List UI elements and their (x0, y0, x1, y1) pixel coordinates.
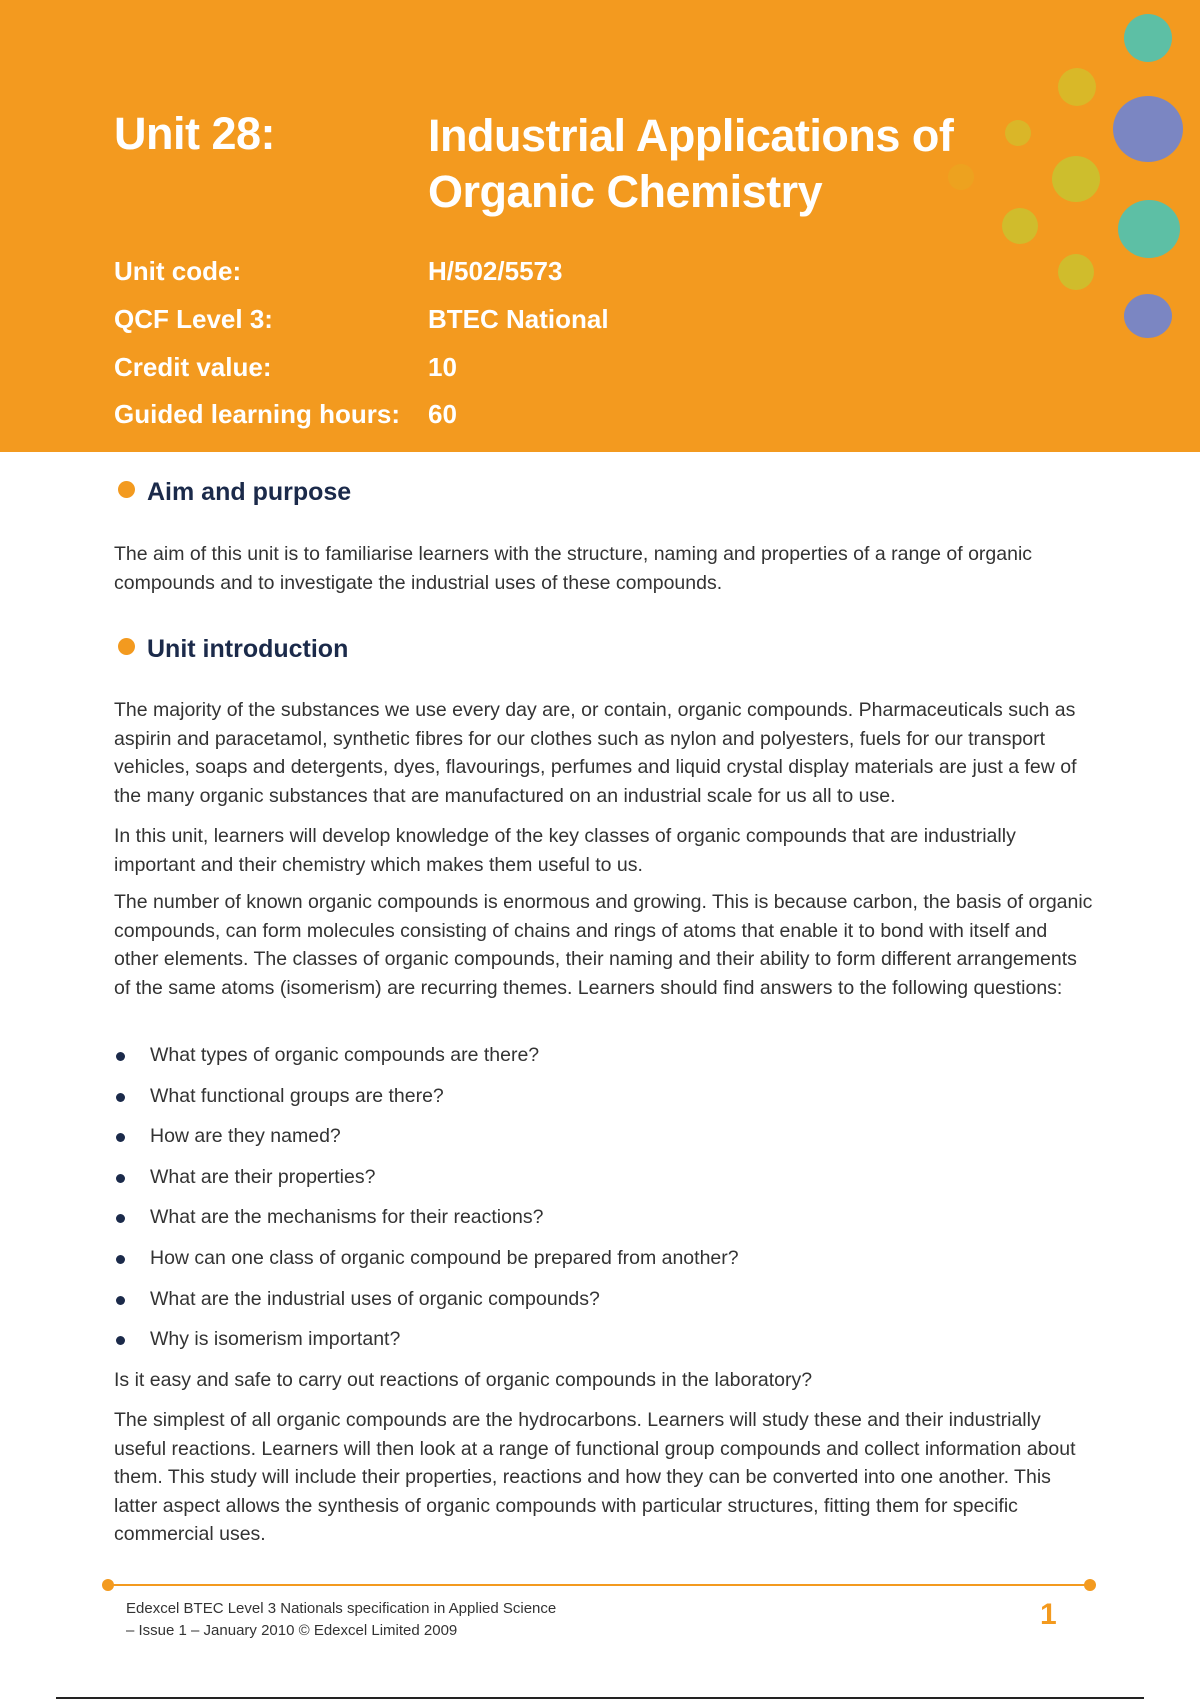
bullet-icon (116, 1133, 125, 1142)
decorative-circle (1124, 294, 1172, 338)
bullet-icon (116, 1296, 125, 1305)
decorative-circle (1005, 120, 1031, 146)
list-item (114, 1121, 1094, 1162)
list-item (114, 1202, 1094, 1243)
decorative-circle (1058, 254, 1094, 290)
intro-paragraph-4: Is it easy and safe to carry out reactions of organic compounds in the laboratory? (114, 1369, 813, 1391)
decorative-circle (1058, 68, 1096, 106)
list-item (114, 1324, 1094, 1365)
list-item (114, 1040, 1094, 1081)
list-item-text: What are the mechanisms for their reactions? (150, 1206, 544, 1229)
list-item (114, 1081, 1094, 1122)
footer-line-2: – Issue 1 – January 2010 © Edexcel Limited 2009 (126, 1622, 458, 1639)
decorative-circle (1124, 14, 1172, 62)
meta-value: BTEC National (428, 304, 609, 334)
meta-label: Unit code: (114, 256, 242, 286)
bottom-rule (56, 1697, 1144, 1699)
intro-paragraph-5: The simplest of all organic compounds are the hydrocarbons. Learners will study these and their industrially useful reactions. Learners will then look at a range of functional group compounds and collect information about them. This study will include their properties, reactions and how they can be converted into one another. This latter aspect allows the synthesis of organic compounds with particular structures, fitting them for specific commercial uses. (114, 1409, 1076, 1545)
footer-line-1: Edexcel BTEC Level 3 Nationals specification in Applied Science (126, 1600, 557, 1617)
meta-value: H/502/5573 (428, 256, 563, 286)
intro-heading-text: Unit introduction (147, 635, 349, 663)
bullet-icon (116, 1174, 125, 1183)
meta-value: 10 (428, 352, 457, 382)
list-item (114, 1284, 1094, 1325)
unit-title (428, 108, 1028, 220)
bullet-icon (116, 1255, 125, 1264)
meta-value: 60 (428, 399, 457, 429)
bullet-icon (116, 1336, 125, 1345)
heading-bullet-icon (118, 638, 135, 655)
meta-label: QCF Level 3: (114, 304, 273, 334)
decorative-circle (1002, 208, 1038, 244)
bullet-icon (116, 1214, 125, 1223)
unit-title-line-1: Industrial Applications of (428, 110, 954, 161)
intro-paragraph-2: In this unit, learners will develop knowledge of the key classes of organic compounds that are industrially important and their chemistry which makes them useful to us. (114, 825, 1016, 876)
unit-title-line-2: Organic Chemistry (428, 166, 823, 217)
footer-dot-right (1084, 1579, 1096, 1591)
decorative-circle (948, 164, 974, 190)
bullet-icon (116, 1093, 125, 1102)
aim-heading (118, 478, 351, 507)
heading-bullet-icon (118, 481, 135, 498)
list-item-text: What are the industrial uses of organic compounds? (150, 1287, 600, 1310)
intro-paragraph-3: The number of known organic compounds is enormous and growing. This is because carbon, the basis of organic compounds, can form molecules consisting of chains and rings of atoms that enable it to bond with itself and other elements. The classes of organic compounds, their naming and their ability to form different arrangements of the same atoms (isomerism) are recurring themes. Learners should find answers to the following questions: (114, 891, 1093, 999)
page-number: 1 (1040, 1598, 1057, 1631)
intro-paragraph-1: The majority of the substances we use every day are, or contain, organic compounds. Pharmaceuticals such as aspirin and paracetamol, synthetic fibres for our clothes such as nylon and polyesters, fuels for our transport vehicles, soaps and detergents, dyes, flavourings, perfumes and liquid crystal display materials are just a few of the many organic substances that are manufactured on an industrial scale for us all to use. (114, 699, 1077, 807)
list-item-text: How are they named? (150, 1125, 341, 1148)
questions-list (114, 1040, 1094, 1365)
list-item-text: How can one class of organic compound be prepared from another? (150, 1246, 739, 1269)
list-item-text: What types of organic compounds are there? (150, 1044, 540, 1066)
intro-heading (118, 635, 348, 664)
meta-label: Guided learning hours: (114, 399, 401, 429)
aim-heading-text: Aim and purpose (147, 478, 352, 506)
decorative-circle (1118, 200, 1180, 258)
decorative-circle (1113, 96, 1183, 162)
decorative-circle (1052, 156, 1100, 202)
aim-text: The aim of this unit is to familiarise learners with the structure, naming and properties of a range of organic compounds and to investigate the industrial uses of these compounds. (114, 543, 1033, 594)
unit-number: Unit 28: (114, 108, 276, 159)
meta-label: Credit value: (114, 352, 272, 382)
footer-citation (126, 1598, 556, 1642)
list-item-text: Why is isomerism important? (150, 1328, 401, 1351)
bullet-icon (116, 1052, 125, 1061)
list-item (114, 1162, 1094, 1203)
list-item (114, 1243, 1094, 1284)
footer-divider (108, 1584, 1090, 1586)
list-item-text: What functional groups are there? (150, 1084, 444, 1107)
list-item-text: What are their properties? (150, 1165, 376, 1188)
unit-header-banner (0, 0, 1200, 452)
